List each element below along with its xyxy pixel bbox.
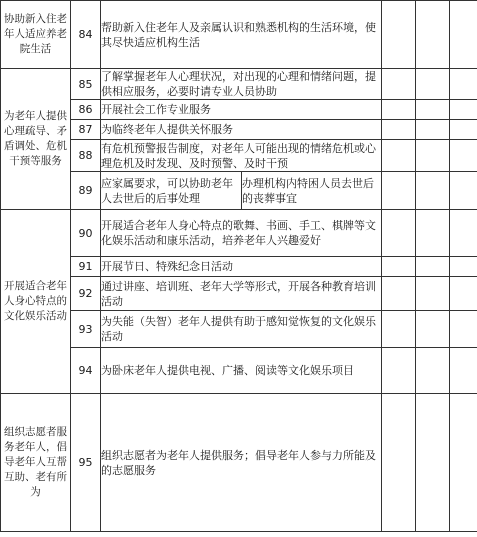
item-text: 开展节日、特殊纪念日活动 <box>101 257 382 277</box>
blank-cell <box>416 257 450 277</box>
category-cell: 开展适合老年人身心特点的文化娱乐活动 <box>1 210 71 394</box>
blank-cell <box>382 277 416 311</box>
category-cell: 为老年人提供心理疏导、矛盾调处、危机干预等服务 <box>1 69 71 210</box>
item-text: 帮助新入住老年人及亲属认识和熟悉机构的生活环境，使其尽快适应机构生活 <box>101 1 382 69</box>
blank-cell <box>382 311 416 348</box>
blank-cell <box>382 140 416 172</box>
table-row <box>1 140 477 172</box>
item-text: 开展社会工作专业服务 <box>101 100 382 120</box>
table-row <box>1 172 477 210</box>
blank-cell <box>450 172 477 210</box>
blank-cell <box>450 69 477 100</box>
blank-cell <box>382 257 416 277</box>
item-number: 90 <box>71 210 101 257</box>
blank-cell <box>416 348 450 394</box>
blank-cell <box>450 140 477 172</box>
blank-cell <box>382 172 416 210</box>
item-text: 组织志愿者为老年人提供服务；倡导老年人参与力所能及的志愿服务 <box>101 394 382 532</box>
table-row <box>1 348 477 394</box>
item-text: 通过讲座、培训班、老年大学等形式，开展各种教育培训活动 <box>101 277 382 311</box>
item-text: 有危机预警报告制度，对老年人可能出现的情绪危机或心理危机及时发现、及时预警、及时干预 <box>101 140 382 172</box>
blank-cell <box>416 311 450 348</box>
blank-cell <box>416 69 450 100</box>
blank-cell <box>382 100 416 120</box>
blank-cell <box>450 311 477 348</box>
item-number: 95 <box>71 394 101 532</box>
blank-cell <box>450 348 477 394</box>
blank-cell <box>382 348 416 394</box>
table-row <box>1 210 477 257</box>
item-number: 87 <box>71 120 101 140</box>
table-row <box>1 257 477 277</box>
blank-cell <box>416 120 450 140</box>
blank-cell <box>382 69 416 100</box>
table-row <box>1 394 477 532</box>
blank-cell <box>416 210 450 257</box>
category-cell: 协助新入住老年人适应养老院生活 <box>1 1 71 69</box>
blank-cell <box>416 1 450 69</box>
item-number: 84 <box>71 1 101 69</box>
blank-cell <box>382 120 416 140</box>
blank-cell <box>382 210 416 257</box>
blank-cell <box>450 394 477 532</box>
item-text: 了解掌握老年人心理状况，对出现的心理和情绪问题，提供相应服务，必要时请专业人员协助 <box>101 69 382 100</box>
table-row <box>1 100 477 120</box>
blank-cell <box>450 277 477 311</box>
blank-cell <box>416 277 450 311</box>
blank-cell <box>416 394 450 532</box>
blank-cell <box>450 1 477 69</box>
item-number: 94 <box>71 348 101 394</box>
item-number: 88 <box>71 140 101 172</box>
category-cell: 组织志愿者服务老年人，倡导老年人互帮互助、老有所为 <box>1 394 71 532</box>
item-text: 应家属要求，可以协助老年人去世后的后事处理 <box>101 172 242 210</box>
item-number: 86 <box>71 100 101 120</box>
blank-cell <box>382 1 416 69</box>
table-row <box>1 277 477 311</box>
item-number: 89 <box>71 172 101 210</box>
blank-cell <box>450 100 477 120</box>
blank-cell <box>416 140 450 172</box>
blank-cell <box>382 394 416 532</box>
item-text: 为卧床老年人提供电视、广播、阅读等文化娱乐项目 <box>101 348 382 394</box>
item-text: 开展适合老年人身心特点的歌舞、书画、手工、棋牌等文化娱乐活动和康乐活动，培养老年人兴趣爱好 <box>101 210 382 257</box>
item-number: 91 <box>71 257 101 277</box>
item-text-secondary: 办理机构内特困人员去世后的丧葬事宜 <box>242 172 382 210</box>
item-number: 93 <box>71 311 101 348</box>
table-row <box>1 69 477 100</box>
blank-cell <box>450 257 477 277</box>
blank-cell <box>450 120 477 140</box>
item-number: 92 <box>71 277 101 311</box>
table-row <box>1 120 477 140</box>
table-row <box>1 1 477 69</box>
blank-cell <box>450 210 477 257</box>
item-text: 为失能（失智）老年人提供有助于感知觉恢复的文化娱乐活动 <box>101 311 382 348</box>
table-row <box>1 311 477 348</box>
blank-cell <box>416 100 450 120</box>
blank-cell <box>416 172 450 210</box>
item-number: 85 <box>71 69 101 100</box>
item-text: 为临终老年人提供关怀服务 <box>101 120 382 140</box>
